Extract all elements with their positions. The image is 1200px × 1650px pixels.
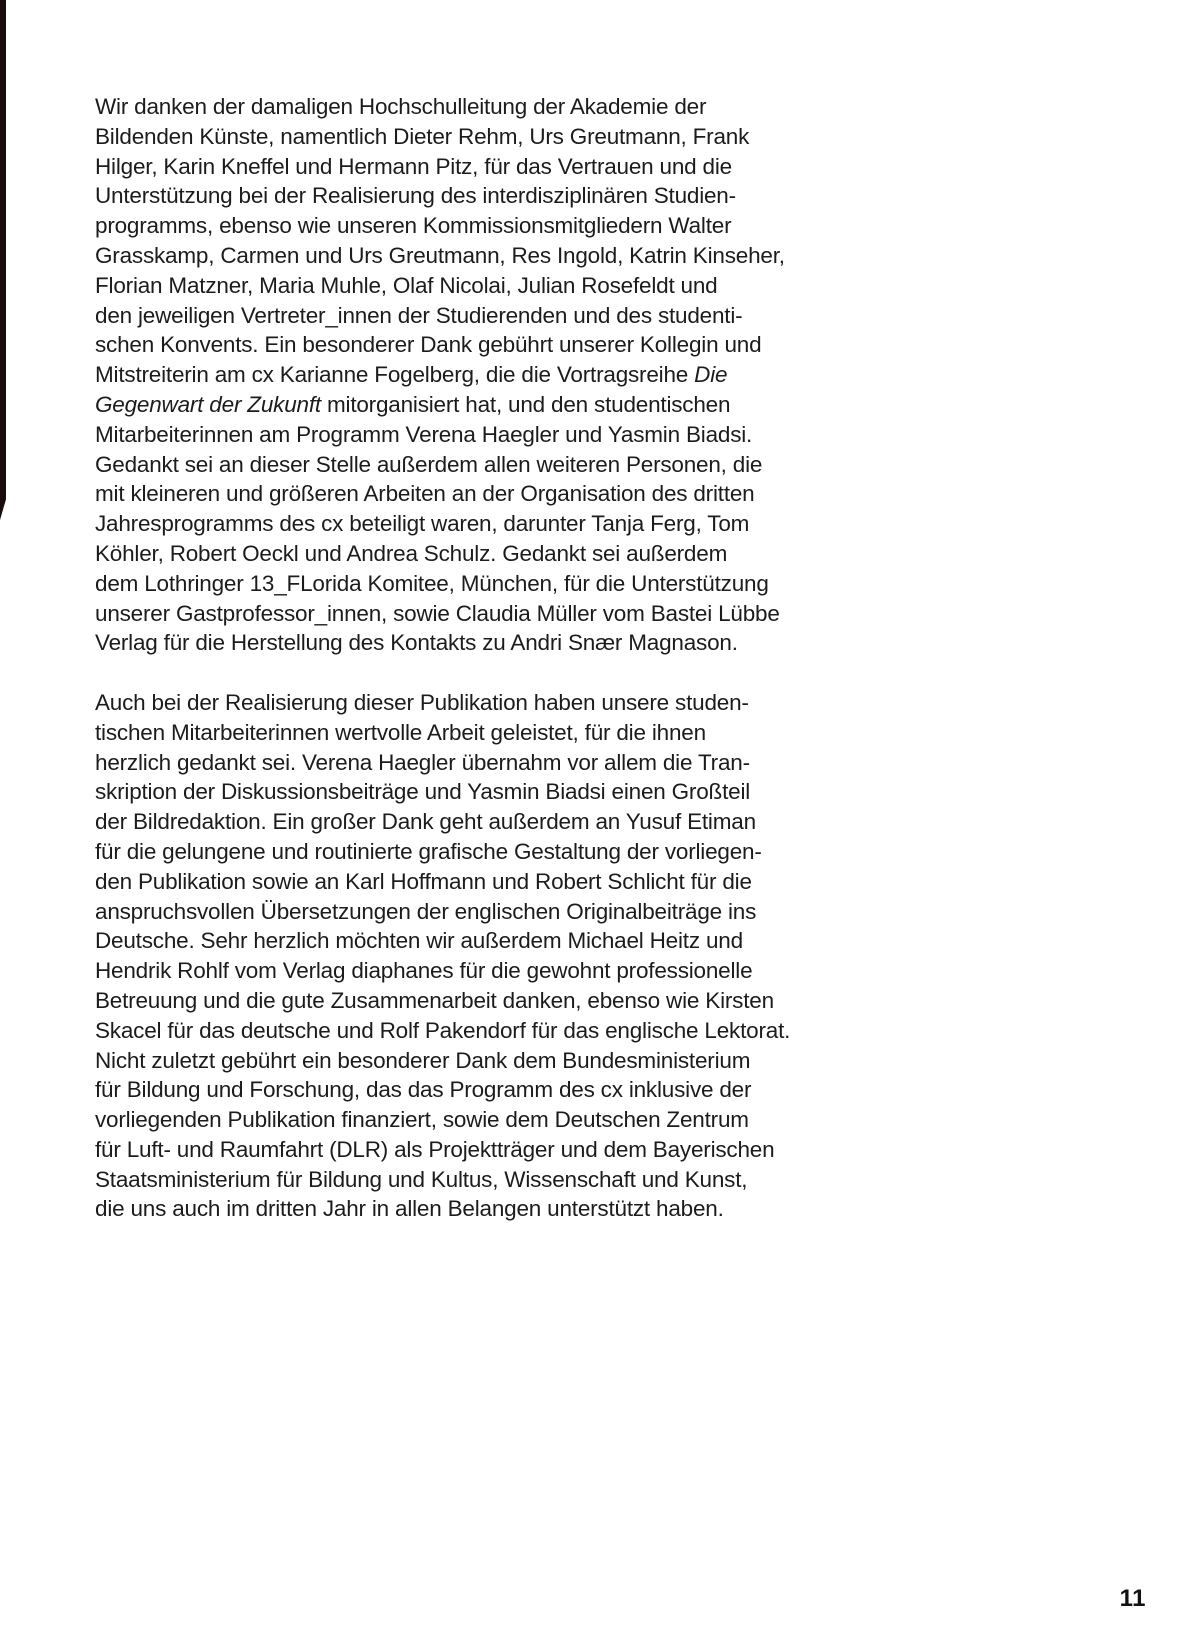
text-line: tischen Mitarbeiterinnen wertvolle Arbeit geleistet, für die ihnen [95, 719, 706, 745]
text-line: Staatsministerium für Bildung und Kultus, Wissenschaft und Kunst, [95, 1166, 748, 1192]
text-line: schen Konvents. Ein besonderer Dank gebührt unserer Kollegin und [95, 332, 762, 358]
text-run: Mitstreiterin am cx Karianne Fogelberg, die die Vortragsreihe [95, 362, 695, 388]
text-line: Unterstützung bei der Realisierung des interdisziplinären Studien- [95, 183, 736, 209]
text-line [95, 390, 855, 420]
text-line: Skacel für das deutsche und Rolf Pakendorf für das englische Lektorat. [95, 1017, 791, 1043]
text-line: unserer Gastprofessor_innen, sowie Claudia Müller vom Bastei Lübbe [95, 600, 780, 626]
acknowledgements-text [95, 92, 855, 1224]
text-line: für Bildung und Forschung, das das Programm des cx inklusive der [95, 1077, 752, 1103]
text-line: Hendrik Rohlf vom Verlag diaphanes für die gewohnt professionelle [95, 958, 753, 984]
text-line: Bildenden Künste, namentlich Dieter Rehm, Urs Greutmann, Frank [95, 123, 750, 149]
text-line: Florian Matzner, Maria Muhle, Olaf Nicolai, Julian Rosefeldt und [95, 272, 718, 298]
text-line [95, 360, 855, 390]
text-line: Köhler, Robert Oeckl und Andrea Schulz. Gedankt sei außerdem [95, 540, 728, 566]
text-line: Deutsche. Sehr herzlich möchten wir außerdem Michael Heitz und [95, 928, 743, 954]
text-line: den Publikation sowie an Karl Hoffmann und Robert Schlicht für die [95, 868, 752, 894]
paragraph-1 [95, 92, 855, 658]
text-run: mitorganisiert hat, und den studentischen [320, 391, 731, 417]
text-line: herzlich gedankt sei. Verena Haegler übernahm vor allem die Tran- [95, 749, 750, 775]
text-line: die uns auch im dritten Jahr in allen Belangen unterstützt haben. [95, 1196, 724, 1222]
text-line: Auch bei der Realisierung dieser Publikation haben unsere studen- [95, 689, 749, 715]
scan-edge-artifact [0, 0, 6, 520]
text-line: Betreuung und die gute Zusammenarbeit danken, ebenso wie Kirsten [95, 987, 774, 1013]
text-line: für die gelungene und routinierte grafische Gestaltung der vorliegen- [95, 838, 762, 864]
text-line: skription der Diskussionsbeiträge und Yasmin Biadsi einen Großteil [95, 779, 751, 805]
text-line: Verlag für die Herstellung des Kontakts zu Andri Snær Magnason. [95, 630, 738, 656]
text-line: Hilger, Karin Kneffel und Hermann Pitz, für das Vertrauen und die [95, 153, 732, 179]
text-line: anspruchsvollen Übersetzungen der englischen Originalbeiträge ins [95, 898, 757, 924]
text-line: Mitarbeiterinnen am Programm Verena Haegler und Yasmin Biadsi. [95, 421, 753, 447]
text-line: Jahresprogramms des cx beteiligt waren, darunter Tanja Ferg, Tom [95, 511, 750, 537]
text-line: für Luft- und Raumfahrt (DLR) als Projektträger und dem Bayerischen [95, 1136, 775, 1162]
text-line: vorliegenden Publikation finanziert, sowie dem Deutschen Zentrum [95, 1107, 749, 1133]
text-line: Nicht zuletzt gebührt ein besonderer Dank dem Bundesministerium [95, 1047, 751, 1073]
text-line: mit kleineren und größeren Arbeiten an der Organisation des dritten [95, 481, 755, 507]
text-line: den jeweiligen Vertreter_innen der Studierenden und des studenti- [95, 302, 743, 328]
text-line: programms, ebenso wie unseren Kommissionsmitgliedern Walter [95, 213, 732, 239]
text-line: Wir danken der damaligen Hochschulleitung der Akademie der [95, 94, 707, 119]
text-line: Grasskamp, Carmen und Urs Greutmann, Res Ingold, Katrin Kinseher, [95, 242, 785, 268]
paragraph-2 [95, 688, 855, 1224]
book-title-italic: Die [694, 362, 728, 388]
text-line: der Bildredaktion. Ein großer Dank geht außerdem an Yusuf Etiman [95, 809, 756, 835]
text-line: Gedankt sei an dieser Stelle außerdem allen weiteren Personen, die [95, 451, 763, 477]
book-title-italic: Gegenwart der Zukunft [95, 391, 321, 417]
page-number: 11 [1119, 1585, 1146, 1612]
text-line: dem Lothringer 13_FLorida Komitee, München, für die Unterstützung [95, 570, 769, 596]
